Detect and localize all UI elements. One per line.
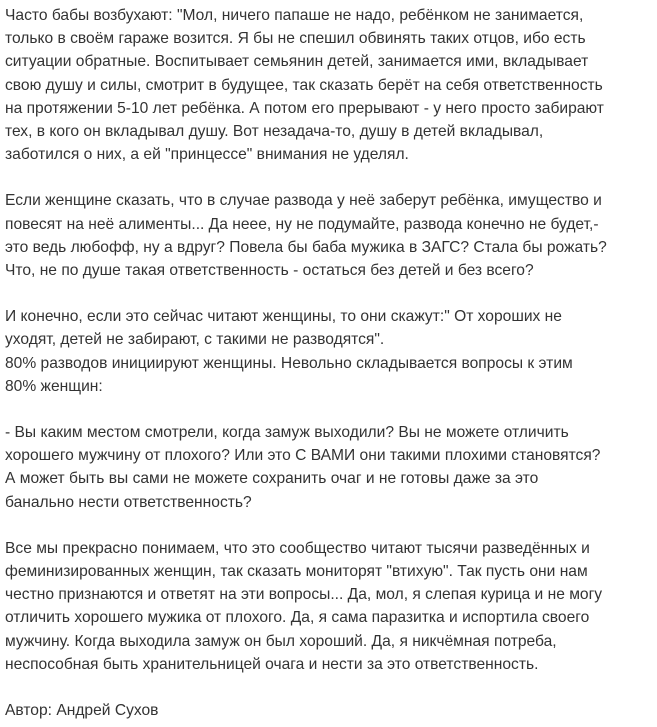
text-line: ситуации обратные. Воспитывает семьянин детей, занимается ими, вкладывает bbox=[5, 53, 589, 71]
post-body bbox=[5, 4, 653, 722]
paragraph-1 bbox=[5, 4, 653, 166]
paragraph-2 bbox=[5, 189, 653, 282]
author-signature bbox=[5, 699, 653, 722]
text-line: только в своём гараже возится. Я бы не спешил обвинять таких отцов, ибо есть bbox=[5, 30, 586, 48]
text-line: хорошего мужчину от плохого? Или это С ВАМИ они такими плохими становятся? bbox=[5, 447, 601, 465]
text-line: заботился о них, а ей "принцессе" внимания не уделял. bbox=[5, 146, 409, 164]
text-line: Часто бабы возбухают: "Мол, ничего папаше не надо, ребёнком не занимается, bbox=[5, 7, 584, 24]
text-line: отличить хорошего мужика от плохого. Да, я сама паразитка и испортила своего bbox=[5, 609, 590, 627]
paragraph-4 bbox=[5, 421, 653, 514]
text-line: Все мы прекрасно понимаем, что это сообщество читают тысячи разведённых и bbox=[5, 539, 590, 557]
author-line: Автор: Андрей Сухов bbox=[5, 702, 159, 720]
text-line: - Вы каким местом смотрели, когда замуж выходили? Вы не можете отличить bbox=[5, 424, 569, 442]
text-line: тех, в кого он вкладывал душу. Вот незадача-то, душу в детей вкладывал, bbox=[5, 123, 544, 141]
text-line: на протяжении 5-10 лет ребёнка. А потом его прерывают - у него просто забирают bbox=[5, 99, 604, 117]
text-line: А может быть вы сами не можете сохранить очаг и не готовы даже за это bbox=[5, 470, 539, 488]
paragraph-5 bbox=[5, 537, 653, 676]
text-line: мужчину. Когда выходила замуж он был хороший. Да, я никчёмная потреба, bbox=[5, 632, 557, 650]
text-line: свою душу и силы, смотрит в будущее, так сказать берёт на себя ответственность bbox=[5, 76, 603, 94]
text-line: 80% разводов инициируют женщины. Невольно складывается вопросы к этим bbox=[5, 354, 573, 372]
text-line: 80% женщин: bbox=[5, 377, 103, 395]
text-line: феминизированных женщин, так сказать мониторят "втихую". Так пусть они нам bbox=[5, 563, 588, 581]
text-line: честно признаются и ответят на эти вопросы... Да, мол, я слепая курица и не могу bbox=[5, 586, 603, 604]
text-line: Что, не по душе такая ответственность - остаться без детей и без всего? bbox=[5, 262, 534, 280]
text-line: повесят на неё алименты... Да нееe, ну не подумайте, развода конечно не будет,- bbox=[5, 215, 599, 233]
text-line: И конечно, если это сейчас читают женщины, то они скажут:" От хороших не bbox=[5, 308, 562, 326]
paragraph-3 bbox=[5, 305, 653, 398]
text-line: это ведь любофф, ну а вдруг? Повела бы баба мужика в ЗАГС? Стала бы рожать? bbox=[5, 238, 607, 256]
text-line: неспособная быть хранительницей очага и нести за это ответственность. bbox=[5, 655, 539, 673]
text-line: Если женщине сказать, что в случае развода у неё заберут ребёнка, имущество и bbox=[5, 192, 602, 210]
text-line: банально нести ответственность? bbox=[5, 493, 252, 511]
text-line: уходят, детей не забирают, с такими не разводятся". bbox=[5, 331, 385, 349]
